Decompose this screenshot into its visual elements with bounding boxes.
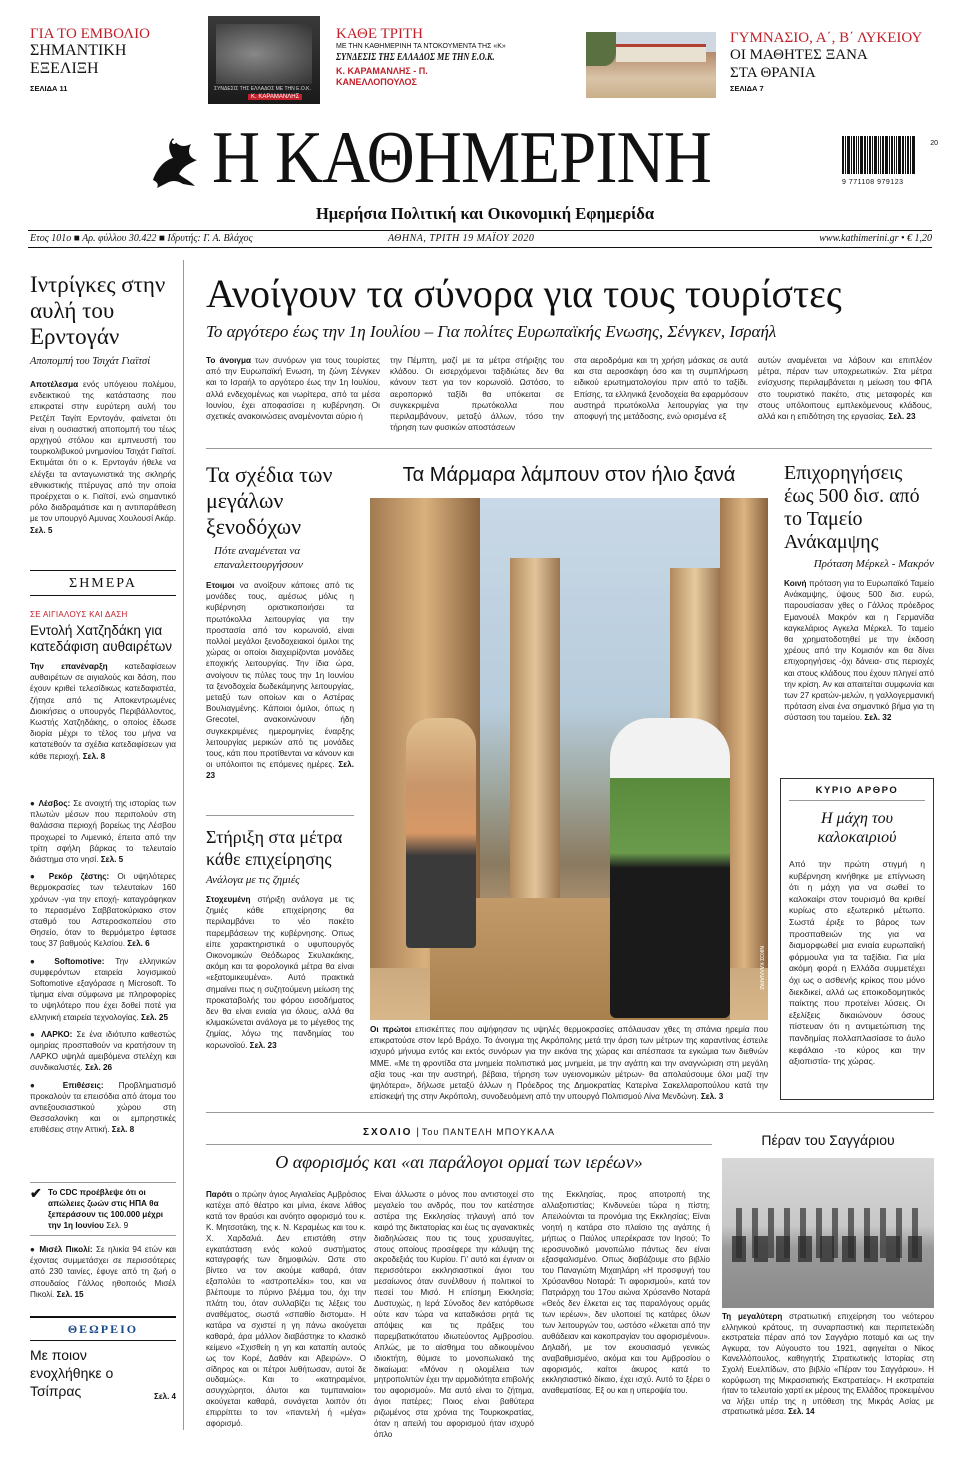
editorial-title: Η μάχη του καλοκαιριού — [817, 810, 897, 846]
issue-info: Ετος 101ο ■ Αρ. φύλλου 30.422 ■ Ιδρυτής: Γ. Α. Βλάχος — [30, 233, 253, 244]
main-col-3: στα αεροδρόμια και τη χρήση μάσκας σε αυτά και στα αεροσκάφη όσο και τη συμπλήρωση ειδικού ερωτηματολογίου πριν από το ταξίδι. Επίσης, τα ελληνικά ξενοδοχεία θα εφαρμόσουν αυστηρά πρωτόκολλα λειτουργίας για την αποφυγή της μετάδοσης, ενώ ορισμένα εξ — [574, 356, 748, 422]
teaser-page: ΣΕΛΙΔΑ 7 — [730, 84, 764, 93]
masthead-tagline: Ημερήσια Πολιτική και Οικονομική Εφημερίδα — [315, 204, 655, 223]
barcode-bars — [842, 136, 928, 179]
erdogan-title: Ιντρίγκες στην αυλή του Ερντογάν — [30, 272, 166, 349]
main-col-2: την Πέμπτη, μαζί με τα μέτρα στήριξης του κλάδου. Οι εισερχόμενοι ταξιδιώτες δεν θα κάνουν τεστ για τον κορωνοϊό. Ωστόσο, το αεροπορικό ταξίδι θα υπόκειται σε συγκεκριμένα πρωτόκολλα που περιλαμβάνουν, μεταξύ άλλων, τόσο την τήρηση των φυσικών αποστάσεων — [390, 356, 564, 433]
erdogan-sub: Αποπομπή του Τσιχάτ Γιαϊτσί — [30, 356, 151, 367]
fund-body: Κοινή πρόταση για το Ευρωπαϊκό Ταμείο Ανάκαμψης, ύψους 500 δισ. ευρώ, παρουσίασαν χθες ο Γάλλος πρόεδρος Εμανουέλ Μακρόν και η Γερμανίδα καγκελάριος Αγκελα Μέρκελ. Το ταμείο θα χρηματοδοτηθεί με την έκδοση χρέους από την Κομισιόν και θα δίνει επιχορηγήσεις -όχι δάνεια- στις περιοχές και στους κλάδους που έχουν πληγεί από την κρίση. Αν και απαιτείται συμφωνία και των 27 κρατών-μελών, η γαλλογερμανική πρόταση είναι ένα σημαντικό βήμα για τη σύσταση του ταμείου. Σελ. 32 — [784, 579, 934, 723]
hatzidakis-body: Την επανέναρξη κατεδαφίσεων αυθαιρέτων σε αιγιαλούς και δάση, που έχουν κριθεί τελεσίδικως κατεδαφιστέα, ζήτησε από τις Αποκεντρωμένες Διοικήσεις ο υπουργός Περιβάλλοντος, Κωστής Χατζηδάκης, ο οποίος έδωσε διορία μέχρι το τέλος του μήνα να κατατεθούν τα σχέδια κατεδαφίσεων για κάθε περιοχή. Σελ. 8 — [30, 662, 177, 761]
school-tree — [586, 32, 616, 66]
erdogan-body: Αποτέλεσμα ενός υπόγειου πολέμου, ενδεικτικού της κατάστασης που επικρατεί στην ευρύτερη αυλή του Ρετζέπ Ταγίπ Ερντογάν, φαίνεται ότι είναι η ουσιαστική αποπομπή του τέως αρχηγού στόλου και εμπνευστή του τουρκολιβυκού μνημονίου Τσιχάτ Γιαϊτσί. Εκτιμάται ότι ο κ. Ερντογάν ήθελε να ελέγξει τα ανταγωνιστικά της σκληρής εθνικιστικής πτέρυγας από την οποία προέρχεται ο κ. Γιαϊτσί, ενώ σημαντικό ρόλο διαδραμάτισε και η αντιπαράθεση με τον υπουργό Αμυνας Χουλουσί Ακάρ. Σελ. 5 — [30, 380, 176, 535]
school-building — [616, 44, 706, 62]
book-cover-author: Κ. ΚΑΡΑΜΑΝΛΗΣ — [248, 94, 302, 100]
teaser-title: ΣΗΜΑΝΤΙΚΗ ΕΞΕΛΙΞΗ — [30, 42, 127, 77]
brief-item[interactable]: ● ΛΑΡΚΟ: Σε ένα ιδιότυπο καθεστώς ομηρίας προσπαθούν να κρατήσουν τη ΛΑΡΚΟ υψηλά αμειβόμενα στελέχη και συνδικαλιστές. Σελ. 26 — [30, 1029, 176, 1073]
soldiers-photo[interactable] — [722, 1158, 934, 1308]
support-body: Στοχευμένη στήριξη ανάλογα με τις ζημιές κάθε επιχείρησης θα περιλαμβάνει το νέο πακέτο παρεμβάσεων της κυβέρνησης. Οπως είπε χαρακτηριστικά ο υφυπουργός Οικονομικών Θεόδωρος Σκυλακάκης, ακόμη και τα φορολογικά μέτρα θα είναι «εξατομικευμένα». Αυτό πρακτικά σημαίνει πως η συζητούμενη μείωση της προκαταβολής του φόρου εισοδήματος δεν θα είναι ενιαία για όλους, αλλά θα κλιμακώνεται ανάλογα με το μέγεθος της ζημίας, λόγω της πανδημίας του κορωνοϊού. Σελ. 23 — [206, 895, 354, 1050]
visitor-man — [406, 718, 476, 948]
comment-title[interactable]: Ο αφορισμός και «αι παράλογοι ορμαί των ιερέων» — [275, 1152, 643, 1172]
main-headline[interactable]: Ανοίγουν τα σύνορα για τους τουρίστες — [206, 271, 842, 316]
erdogan-story[interactable] — [30, 272, 176, 536]
cdc-box[interactable] — [30, 1182, 176, 1236]
support-story[interactable] — [206, 826, 354, 1051]
hatzidakis-title: Εντολή Χατζηδάκη για κατεδάφιση αυθαιρέτων — [30, 623, 173, 654]
photo-credit: ΝΙΚΟΣ ΚΑΛΛΙΑΡΑΣ — [758, 945, 764, 990]
beyond-title[interactable]: Πέραν του Σαγγάριου — [761, 1132, 895, 1148]
brief-item[interactable]: ● Softomotive: Την ελληνικών συμφερόντων εταιρεία λογισμικού Softomotive εξαγόρασε η Microsoft. Το τίμημα είναι σύμφωνα με πληροφορίες το υψηλότερο που έχει δοθεί ποτέ για ελληνική εταιρεία τεχνολογίας. Σελ. 25 — [30, 956, 176, 1022]
teaser-kicker: ΓΙΑ ΤΟ ΕΜΒΟΛΙΟ — [30, 26, 150, 42]
acropolis-photo[interactable] — [370, 498, 768, 1020]
support-title: Στήριξη στα μέτρα κάθε επιχείρησης — [206, 827, 343, 869]
main-deck: Το αργότερο έως την 1η Ιουλίου – Για πολίτες Ευρωπαϊκής Ενωσης, Σένγκεν, Ισραήλ — [206, 322, 777, 341]
barcode-issue: 20 — [930, 140, 938, 147]
comment-header: ΣΧΟΛΙΟ | Του ΠΑΝΤΕΛΗ ΜΠΟΥΚΑΛΑ — [206, 1122, 712, 1145]
hotels-story[interactable] — [206, 462, 354, 782]
briefs-list — [30, 798, 176, 1136]
cdc-text: Το CDC προέβλεψε ότι οι απώλειες ζωών στις ΗΠΑ θα ξεπεράσουν τις 100.000 μέχρι την 1η Ιουνίου Σελ. 9 — [48, 1188, 164, 1230]
photo-caption: Οι πρώτοι επισκέπτες που αψήφησαν τις υψηλές θερμοκρασίες απόλαυσαν χθες τη σπάνια ηρεμία που επικρατούσε στον Ιερό Βράχο. Το άνοιγμα της Ακρόπολης μετά την άρση των μέτρων της καραντίνας έστειλε ισχυρό μήνυμα εντός και εκτός συνόρων για την εικόνα της χώρας και απέσπασε τα εγκώμια των διεθνών ΜΜΕ. «Με τη φροντίδα στα μνημεία πολιτιστικά μας μνημεία, με την αγάπη και την αναγνώριση στη μεγάλη αξία τους -και την αυστηρή, βέβαια, τήρηση των υγειονομικών μέτρων- θα απολαύσουμε όλοι μαζί την ψηλότερα», δήλωσε μεταξύ άλλων η Πρόεδρος της Δημοκρατίας Κατερίνα Σακελλαροπούλου κατά την επίσκεψή της στην Ακρόπολη, συνοδευόμενη από την υπουργό Πολιτισμού Λίνα Μενδώνη. Σελ. 3 — [370, 1025, 768, 1102]
hotels-body: Ετοιμοι να ανοίξουν κάποιες από τις μονάδες τους, αμέσως μόλις η κυβέρνηση οριστικοποιήσει τα πρωτόκολλα λειτουργίας για την προστασία από τον κορωνοϊό, είναι πολλοί μεγάλοι ξενοδοχειακοί όμιλοι της χώρας οι οποίοι διαχειρίζονται μονάδες εποχικής λειτουργίας. Την ίδια ώρα, ανοίγουν τις πύλες τους την 1η Ιουνίου τα ξενοδοχεία δωδεκάμηνης λειτουργίας, μεταξύ των οποίων και ο Αστέρας Βουλιαγμένης. Κάποιοι όμιλοι, όπως η Grecotel, ανακοινώνουν ήδη συγκεκριμένες ημερομηνίες έναρξης λειτουργίας μερικών από τις μονάδες τους, κάτι που προτίθενται να κάνουν και οι υπόλοιποι τις επόμενες ημέρες. Σελ. 23 — [206, 581, 354, 781]
masthead-title: Η ΚΑΘΗΜΕΡΙΝΗ — [212, 117, 711, 199]
brief-item[interactable]: ● Επιθέσεις: Προβληματισμό προκαλούν τα επεισόδια από άτομα του αντιεξουσιαστικού χώρου στη Θεσσαλονίκη και οι εμπρηστικές επιθέσεις στην Αττική. Σελ. 8 — [30, 1080, 176, 1135]
teaser-page: ΣΕΛΙΔΑ 11 — [30, 84, 68, 93]
theory-header — [30, 1316, 176, 1341]
teaser-book-cover[interactable] — [208, 16, 320, 104]
teaser-vaccine[interactable] — [30, 26, 180, 98]
site-price[interactable]: www.kathimerini.gr • € 1,20 — [819, 233, 932, 244]
theory-story[interactable] — [30, 1346, 176, 1401]
support-sub: Ανάλογα με τις ζημιές — [206, 874, 300, 886]
theory-ref: Σελ. 4 — [154, 1392, 176, 1401]
main-col-1: Το άνοιγμα των συνόρων για τους τουρίστες από την Ευρωπαϊκή Ενωση, τη ζώνη Σένγκεν και το Ισραήλ το αργότερο έως την 1η Ιουλίου, αλλά ενδεχομένως και νωρίτερα, από τα μέσα Ιουνίου, έχει αποφασίσει η κυβέρνηση. Οι σχετικές ανακοινώσεις αναμένονται αύριο ή — [206, 356, 380, 422]
beyond-caption: Τη μεγαλύτερη στρατιωτική επιχείρηση του νεότερου ελληνικού κράτους, τη συναρπαστική και περιπετειώδη εκστρατεία πέραν από τον Σαγγάριο ποταμό και ως την Αγκυρα, τον Αύγουστο του 1921, αφηγείται ο Νίκος Κανελλόπουλος, καθηγητής Στρατιωτικής Ιστορίας στη Σχολή Ευελπίδων, στο βιβλίο «Πέραν του Σαγγάριου». Η κορύφωση της Μικρασιατικής Εκστρατείας». Η εκστρατεία ήταν το τελευταίο χαρτί εκ μέρους της Ελλάδος προκειμένου να λήξει υπέρ της η υπόθεση της Μικράς Ασίας με στρατιωτικά μέσα. Σελ. 14 — [722, 1312, 934, 1417]
teaser-title: ΣΥΝΔΕΣΙΣ ΤΗΣ ΕΛΛΑΔΟΣ ΜΕ ΤΗΝ Ε.Ο.Κ. — [336, 51, 495, 63]
teaser-school[interactable] — [730, 30, 940, 93]
teaser-title: ΟΙ ΜΑΘΗΤΕΣ ΞΑΝΑ ΣΤΑ ΘΡΑΝΙΑ — [730, 47, 867, 81]
column-mid — [510, 558, 560, 898]
griffin-logo-icon — [143, 130, 205, 190]
teaser-kicker: ΚΑΘΕ ΤΡΙΤΗ — [336, 26, 424, 42]
barcode — [842, 136, 938, 192]
hotels-sub: Πότε αναμένεται να επαναλειτουργήσουν — [214, 545, 303, 571]
comment-col-3: της Εκκλησίας, προς αποτροπή της αλλαξοπιστίας; Κινδυνεύει τώρα η πίστη; Απειλούνται τα προνόμια της Εκκλησίας; Είναι νοητή η κατάρα στο πλαίσιο της αγάπης ή μήπως ο Παύλος υπερέκρασε τον Ιησού; Το ιεροσυνοδικό μονοπώλιο πάντως δεν είναι εξασφαλισμένο. Οπως διαβάζουμε στο βιβλίο του Παναγιώτη Μιχαηλάρη «Η προσφυγή του Χρύσανθου Νοταρά: Τι αφορισμού», κατά τον Πατριάρχη του 17ου αιώνα Χρύσανθο Νοταρά «Θεός δεν έλκεται εις τας παραλόγους ορμάς των ιερέων», δεν υλοποιεί τις κατάρες όλων των λειτουργών του, ωστόσο «έλκεται από την αυθάδειαν και κακοπραγίαν του αφορισμένου». Δηλαδή, με τον εκουσιασμό γενικώς αναβαθμισμένο, ακόμα και του Αμβροσίου ο αφορισμός, καίτοι άκυρος κατά το εκκλησιαστικό δίκαιο, έχει ισχύ. Αυτό το ξέρει ο αναθεματίσας. Εξ ου και η υπεροψία του. — [542, 1190, 710, 1396]
visitor-backpack — [610, 718, 730, 1018]
theory-title: Με ποιον ενοχλήθηκε ο Τσίπρας — [30, 1347, 114, 1399]
barcode-number: 9 771108 979123 — [842, 179, 904, 186]
brief-item[interactable]: ● Λέσβος: Σε ανοιχτή της ιστορίας των πλωτών μέσων που περιπολούν στη θαλάσσια περιοχή βορείως της Λέσβου προχωρεί το Λιμενικό, έπειτα από την τρίτη σφήλη βάρκας το τελευταίο διάστημα στο νησί. Σελ. 5 — [30, 799, 176, 865]
teaser-school-photo[interactable] — [586, 32, 716, 98]
theory-label: ΘΕΩΡΕΙΟ — [67, 1322, 139, 1336]
editorial-label: ΚΥΡΙΟ ΑΡΘΡΟ — [789, 785, 925, 801]
teaser-subtitle: ΜΕ ΤΗΝ ΚΑΘΗΜΕΡΙΝΗ ΤΑ ΝΤΟΚΟΥΜΕΝΤΑ ΤΗΣ «Κ» — [336, 43, 506, 50]
today-label: ΣΗΜΕΡΑ — [69, 576, 137, 591]
fund-title: Επιχορηγήσεις έως 500 δισ. από το Ταμείο Ανάκαμψης — [784, 462, 920, 553]
hotels-title: Τα σχέδια των μεγάλων ξενοδόχων — [206, 462, 333, 539]
editorial-box[interactable] — [780, 778, 934, 1100]
teaser-documents[interactable] — [336, 26, 566, 88]
photo-headline[interactable]: Τα Μάρμαρα λάμπουν στον ήλιο ξανά — [402, 464, 736, 486]
check-icon: ✔ — [30, 1187, 42, 1202]
brief-item[interactable]: ● Μισέλ Πικολί: Σε ηλικία 94 ετών και έχοντας συμμετάσχει σε περισσότερες από 230 ταινίες, έφυγε από τη ζωή ο σπουδαίος Γάλλος ηθοποιός Μισέλ Πικολί. Σελ. 15 — [30, 1245, 176, 1299]
hatzidakis-story[interactable] — [30, 610, 176, 762]
horses — [732, 1236, 926, 1262]
editorial-body: Από την πρώτη στιγμή η κυβέρνηση κινήθηκε με επίγνωση ότι η μάχη για να σωθεί το καλοκαίρι στον τουρισμό θα κριθεί κυρίως στο εξωτερικό μέτωπο. Σωστά έριξε το βάρος των προσπαθειών της για να διαμορφωθεί μια ενιαία ευρωπαϊκή φόρμουλα για τα ταξίδια. Για μία ακόμη φορά η Ελλάδα συμμετέχει όχι ως ο ασθενής κρίκος που μόνο διεκδικεί, αλλά ως εποικοδομητικός παίκτης που προτείνει λύσεις. Οι εξελίξεις δικαιώνουν όσους πίστευαν ότι η αντιμετώπιση της πανδημίας πολλαπλασίασε το άυλο κεφάλαιο -το κύρος και την αξιοπιστία- της χώρας. — [789, 859, 925, 1067]
main-col-4: αυτών αναμένεται να λάβουν και επιπλέον μέτρα, πέραν των υποχρεωτικών. Στα μέτρα ενίσχυσης περιλαμβάνεται η μείωση του ΦΠΑ στο τουριστικό πακέτο, στις μεταφορές και στους υπόλοιπους εμπλεκόμενους κλάδους, αλλά και η επιδότηση της εργασίας. Σελ. 23 — [758, 356, 932, 422]
comment-col-2: Είναι άλλωστε ο μόνος που αντιστοιχεί στο μεγαλείο του ανδρός, που τον κατέστησε αστέρα της Εκκλησίας τηλαυγή από τον καιρό της δικτατορίας και έως τις αγανακτικές διαδηλώσεις που τις τους χρυσαυγίτες, στους οποίους προσέφερε την κάλυψη της ακροδεξιάς του Κυρίου. Γι' αυτό και έγιναν οι περισσότεροι εκκλησιαστικοί άγιοι του μεσαίωνος όταν συνέλθουν ή πολιτικοί το πεσεί του Μισό. Η επίσημη Εκκλησία; Δυστυχώς, η Ιερά Σύνοδος δεν κατόρθωσε ούτε καν τώρα να καταδικάσει ρητά τις απόψεις και τις πράξεις του παρεμβατικότατου ιδιωτεύοντος Αμβροσίου. Απλώς, με το αίσθημα του αδικουμένου ιδιοκτήτη, θύμισε το μονοπωλιακό της δικαίωμα: «Μόνον η ολομέλεια των μητροπολιτών έχει την αρμοδιότητα επιβολής του αφορισμού». Μα αυτό είναι το ζήτημα, άγιοι πατέρες; Ποιος είναι βαθύτερα ριζωμένος στα χρόνια της Τουρκοκρατίας, όταν η απειλή του αφορισμού ήταν ισχυρό όπλο — [374, 1190, 534, 1439]
issue-date: ΑΘΗΝΑ, ΤΡΙΤΗ 19 ΜΑΪΟΥ 2020 — [388, 233, 535, 244]
today-header — [30, 570, 176, 596]
book-cover-title: ΣΥΝΔΕΣΙΣ ΤΗΣ ΕΛΛΑΔΟΣ ΜΕ ΤΗΝ Ε.Ο.Κ. — [214, 86, 311, 92]
hatzidakis-kicker: ΣΕ ΑΙΓΙΑΛΟΥΣ ΚΑΙ ΔΑΣΗ — [30, 610, 128, 619]
book-photo — [216, 24, 312, 84]
fund-story[interactable] — [784, 462, 934, 724]
teaser-kicker: ΓΥΜΝΑΣΙΟ, Α΄, Β΄ ΛΥΚΕΙΟΥ — [730, 30, 923, 46]
comment-label: ΣΧΟΛΙΟ — [363, 1127, 413, 1138]
brief-item[interactable]: ● Ρεκόρ ζέστης: Οι υψηλότερες θερμοκρασίες των τελευταίων 160 χρόνων -για την εποχή- καταγράφηκαν το περασμένο Σαββατοκύριακο στον σταθμό του Αστεροσκοπείου στο Θησείο, όταν το θερμόμετρο έφτασε τους 37 βαθμούς Κελσίου. Σελ. 6 — [30, 872, 176, 949]
comment-col-1: Παρότι ο πρώην άγιος Αιγιαλείας Αμβρόσιος κατέχει από θέατρο και μίνια, έκανε λάθος κατά τον θραύσι και ανόητο αφορισμό του κ. Κ. Μητσοτάκη, της κ. Ν. Κεραμέως και του κ. Χ. Χαρδαλιά. Δεν επιστάθη στην εγκατάσταση ενός κολού συστήματος καταγραφής των δημοφιλών. Ωστε στο βίντεο να τον ακούμε καθαρά, όταν εξαπολύει το «αστροπελέκι» του, και να βλέπουμε το πύρινο βλέμμα του, όχι την πλάτη του, όταν συλλαβίζει τις λέξεις του αναθέματος, σωστά «σπαθίο διστομα». Η κατάρα να σχιστεί η γη πάνω ακούγεται καθαρά, άρα μάλλον διαβάστηκε το κλασικό κείμενο «Σχισθείη η γη και καταπίη αυτούς ως τον Κορέ, Δαθάν και Αβειρών». Ο σίδηρος και οι πέτροι λυθήτωσαν, αυτοί δε ουδαμώς». Και το «κατηραμένοι, ασυγχώρητοι, άλυτοι και τυμπανιαίοι» ακούγεται καθαρά, συνάγεται λοιπόν ότι επιρρίπτει το τον «παντελή ή «μέγα» αφορισμό. — [206, 1190, 366, 1429]
comment-author: Του ΠΑΝΤΕΛΗ ΜΠΟΥΚΑΛΑ — [421, 1127, 555, 1137]
teaser-authors: Κ. ΚΑΡΑΜΑΝΛΗΣ - Π. ΚΑΝΕΛΛΟΠΟΥΛΟΣ — [336, 66, 428, 87]
fund-sub: Πρόταση Μέρκελ - Μακρόν — [813, 558, 934, 570]
